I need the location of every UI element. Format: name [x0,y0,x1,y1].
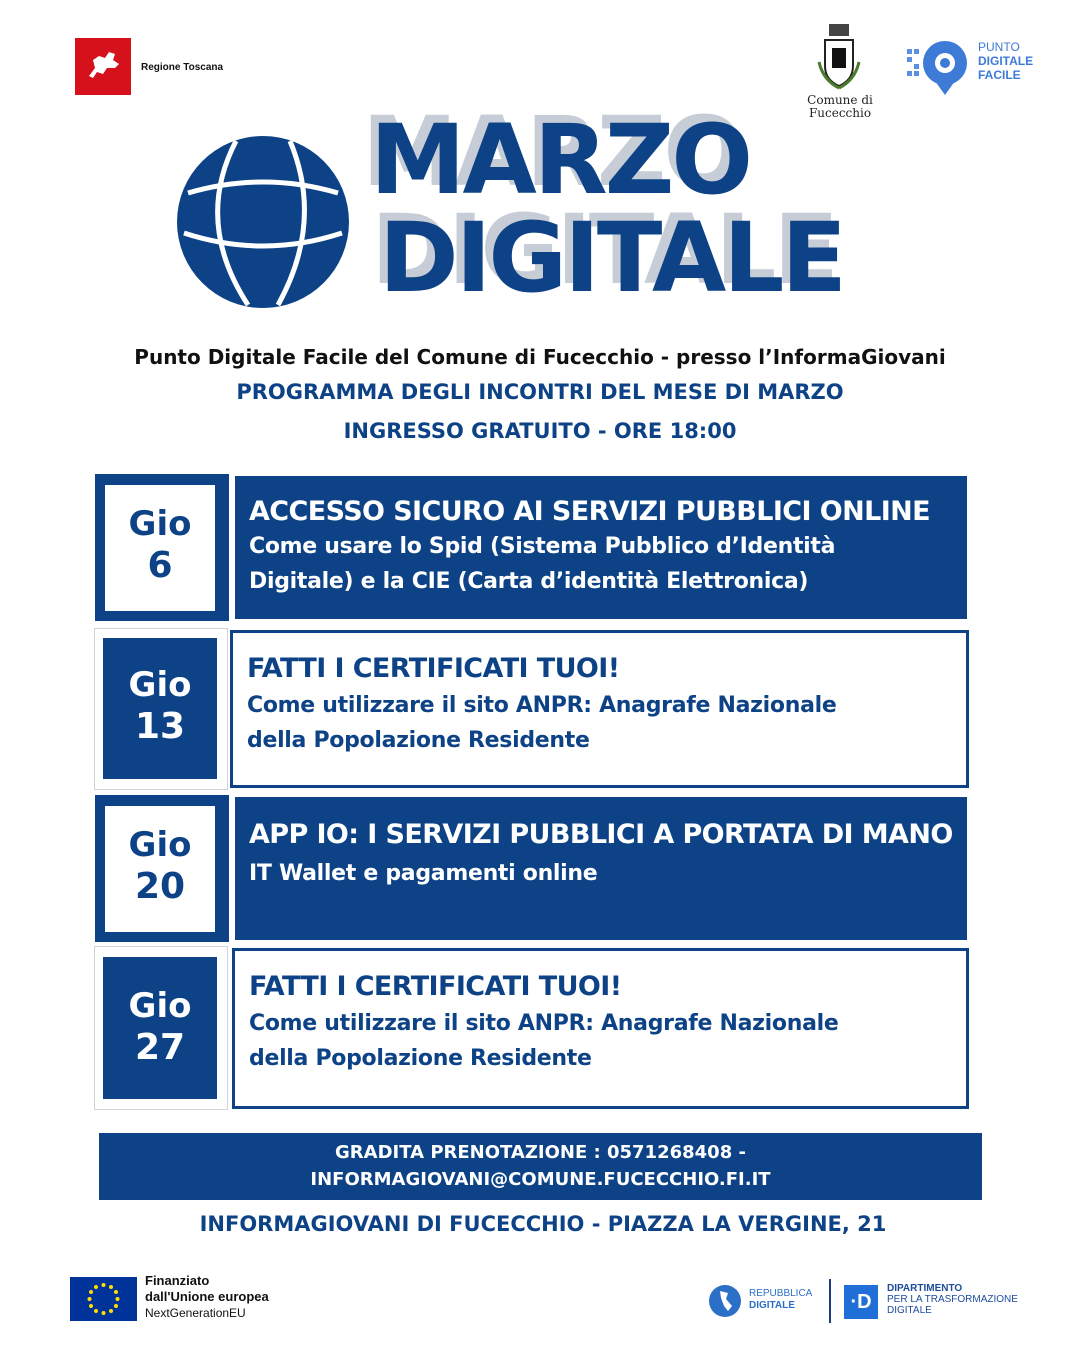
event-body [232,948,969,1109]
event-date [105,806,215,932]
punto-digitale-facile-logo [905,37,971,97]
event-number: 13 [134,706,186,747]
event-subtitle-2: della Popolazione Residente [247,728,590,753]
event-row [95,795,970,942]
intro-program: PROGRAMMA DEGLI INCONTRI DEL MESE DI MARZO [236,380,844,404]
comune-name [800,94,880,120]
rd-line2: DIGITALE [749,1300,795,1311]
rd-line1: REPUBBLICA [749,1288,813,1299]
event-subtitle-1: Come utilizzare il sito ANPR: Anagrafe Nazionale [247,693,837,718]
event-subtitle-2: Digitale) e la CIE (Carta d’identità Elettronica) [249,569,809,594]
event-body [235,797,967,940]
event-day: Gio [128,825,192,865]
event-date [105,485,215,611]
comune-line1: Comune di [807,93,873,107]
event-subtitle-1: Come usare lo Spid (Sistema Pubblico d’Identità [249,534,836,559]
title-line-1: MARZO [370,104,750,216]
pdf-line3: FACILE [978,68,1021,82]
repubblica-digitale-icon [708,1284,742,1318]
globe-icon [174,133,352,311]
event-title: FATTI I CERTIFICATI TUOI! [249,971,622,1002]
event-number: 20 [134,866,186,907]
comune-crest-icon [817,22,861,90]
event-title: APP IO: I SERVIZI PUBBLICI A PORTATA DI MANO [249,819,953,850]
eu-line1: Finanziato [145,1273,210,1288]
regione-toscana-logo [75,38,131,95]
event-row [95,474,970,621]
event-title: FATTI I CERTIFICATI TUOI! [247,653,620,684]
event-date [103,957,217,1099]
event-body [235,476,967,619]
event-subtitle-2: della Popolazione Residente [249,1046,592,1071]
event-row [94,946,970,1110]
pdf-wordmark [978,40,1033,82]
event-day: Gio [128,665,192,705]
event-body [230,630,969,788]
event-number: 27 [134,1027,186,1068]
dtd-logo-icon: ·D [844,1285,878,1319]
event-row [94,628,970,790]
eu-line3: NextGenerationEU [145,1306,246,1320]
eu-funding-text [145,1273,269,1321]
booking-email[interactable]: INFORMAGIOVANI@COMUNE.FUCECCHIO.FI.IT [310,1169,771,1190]
booking-phone: GRADITA PRENOTAZIONE : 0571268408 - [335,1142,746,1163]
event-number: 6 [147,545,173,586]
title-line-2: DIGITALE [379,202,844,314]
dtd-line3: DIGITALE [887,1305,932,1316]
event-subtitle-1: Come utilizzare il sito ANPR: Anagrafe Nazionale [249,1011,839,1036]
venue-address: INFORMAGIOVANI DI FUCECCHIO - PIAZZA LA VERGINE, 21 [199,1212,887,1236]
intro-location: Punto Digitale Facile del Comune di Fucecchio - presso l’InformaGiovani [134,345,946,369]
dtd-line1: DIPARTIMENTO [887,1283,963,1294]
dtd-line2: PER LA TRASFORMAZIONE [887,1294,1018,1305]
event-date [103,638,217,779]
logo-divider [829,1279,831,1323]
intro-entry: INGRESSO GRATUITO - ORE 18:00 [343,419,737,443]
eu-flag-icon [70,1277,137,1321]
event-day: Gio [128,986,192,1026]
eu-line2: dall'Unione europea [145,1289,269,1304]
event-day: Gio [128,504,192,544]
dtd-text [887,1283,1018,1316]
pdf-line1: PUNTO [978,40,1020,54]
pdf-line2: DIGITALE [978,54,1034,68]
repubblica-digitale-text [749,1288,812,1312]
region-name: Regione Toscana [141,62,224,73]
event-title: ACCESSO SICURO AI SERVIZI PUBBLICI ONLINE [249,496,930,527]
booking-banner [99,1133,982,1200]
comune-line2: Fucecchio [808,106,872,120]
event-subtitle-1: IT Wallet e pagamenti online [249,861,598,886]
